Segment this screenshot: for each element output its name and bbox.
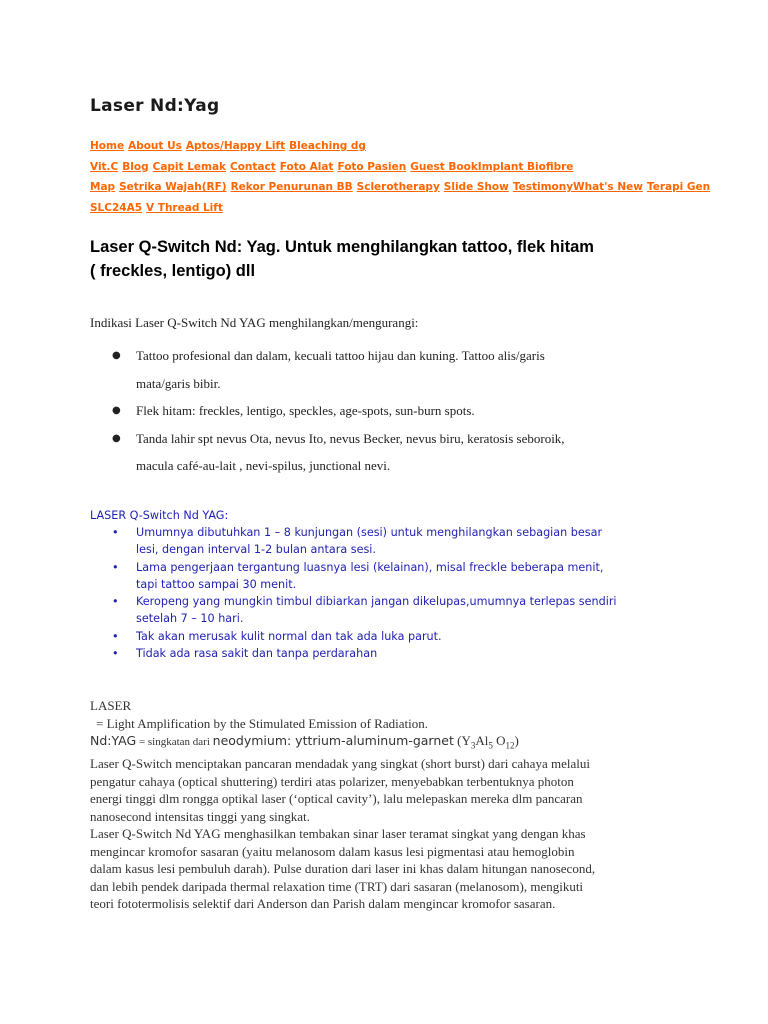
- ndyag-mid: = singkatan dari: [136, 736, 213, 748]
- page-title: Laser Nd:Yag: [90, 96, 220, 116]
- list-item-text: Keropeng yang mungkin timbul dibiarkan jangan dikelupas,umumnya terlepas sendiri: [136, 595, 617, 608]
- indikasi-list: [110, 342, 650, 480]
- headline-line: ( freckles, lentigo) dll: [90, 262, 256, 280]
- bullet-icon: ●: [112, 350, 121, 361]
- bullet-icon: •: [112, 560, 119, 574]
- indikasi-intro: Indikasi Laser Q-Switch Nd YAG menghilangkan/mengurangi:: [90, 315, 419, 330]
- nav-link-guest-book-implant-biofibre[interactable]: Guest BookImplant Biofibre: [410, 160, 574, 173]
- ndyag-line: [90, 732, 670, 755]
- list-item: [90, 524, 690, 558]
- list-item: [90, 628, 690, 645]
- list-item-text: Tanda lahir spt nevus Ota, nevus Ito, nevus Becker, nevus biru, keratosis seboroik,: [136, 430, 565, 446]
- ndyag-formula: ($Y_3Al_5$ $O_{12}$): [457, 733, 519, 751]
- list-item-text: Tak akan merusak kulit normal dan tak ada luka parut.: [136, 629, 442, 643]
- list-item: [90, 645, 690, 662]
- paragraph-line: dan lebih pendek daripada thermal relaxation time (TRT) dari sasaran (melanosom), mengikuti: [90, 878, 584, 894]
- paragraph-line: mengincar kromofor sasaran (yaitu melanosom dalam kasus lesi pigmentasi atau hemoglobin: [90, 843, 575, 859]
- nav-link-v-thread-lift[interactable]: V Thread Lift: [146, 201, 223, 214]
- navigation-links: [90, 140, 711, 222]
- list-item-text: Tidak ada rasa sakit dan tanpa perdarahan: [136, 647, 378, 660]
- laser-qswitch-section: [90, 508, 690, 663]
- nav-line: [90, 140, 690, 161]
- laser-list: [90, 524, 690, 662]
- nav-line: [90, 202, 690, 223]
- nav-link-about-us[interactable]: About Us: [128, 140, 182, 152]
- nav-link-testimony-whats-new[interactable]: TestimonyWhat's New: [512, 181, 643, 193]
- paragraph-line: pengatur cahaya (optical shuttering) terdiri atas polarizer, menyebabkan terbentuknya photon: [90, 773, 574, 789]
- laser-definition: [90, 697, 670, 913]
- nav-link-capit-lemak[interactable]: Capit Lemak: [152, 160, 227, 173]
- nav-link-terapi-gen[interactable]: Terapi Gen: [646, 181, 711, 193]
- bullet-icon: •: [112, 629, 119, 643]
- nav-link-foto-alat[interactable]: Foto Alat: [279, 160, 334, 173]
- list-item-text: tapi tattoo sampai 30 menit.: [136, 577, 297, 591]
- nav-link-bleaching-dg[interactable]: Bleaching dg: [289, 140, 366, 152]
- nav-line: [90, 161, 690, 182]
- nav-link-sclerotherapy[interactable]: Sclerotherapy: [356, 181, 440, 193]
- list-item-text: mata/garis bibir.: [136, 375, 221, 391]
- list-item: [90, 559, 690, 593]
- nav-link-vit-c[interactable]: Vit.C: [90, 160, 119, 173]
- bullet-icon: ●: [112, 405, 121, 416]
- paragraph-qswitch: [90, 755, 670, 825]
- paragraph-line: nanosecond intensitas tinggi yang singkat.: [90, 808, 310, 824]
- paragraph-line: dalam kasus lesi pembuluh darah). Pulse duration dari laser ini khas dalam hitungan nanosecond,: [90, 861, 596, 877]
- nav-line: [90, 181, 711, 202]
- article-headline: [90, 235, 690, 283]
- nav-link-home[interactable]: Home: [90, 140, 125, 152]
- section-heading: LASER Q-Switch Nd YAG:: [90, 509, 229, 522]
- list-item-text: setelah 7 – 10 hari.: [136, 612, 244, 625]
- paragraph-ndyag: [90, 825, 670, 913]
- paragraph-line: Laser Q-Switch Nd YAG menghasilkan tembakan sinar laser teramat singkat yang dengan khas: [90, 826, 586, 842]
- nav-link-aptos-happy-lift[interactable]: Aptos/Happy Lift: [185, 140, 286, 152]
- list-item-text: lesi, dengan interval 1-2 bulan antara sesi.: [136, 543, 376, 556]
- nav-link-slc24a5[interactable]: SLC24A5: [90, 201, 143, 214]
- nav-link-rekor-penurunan-bb[interactable]: Rekor Penurunan BB: [230, 181, 353, 193]
- nav-link-contact[interactable]: Contact: [230, 160, 276, 173]
- headline-line: Laser Q-Switch Nd: Yag. Untuk menghilangkan tattoo, flek hitam: [90, 238, 594, 256]
- list-item-text: Flek hitam: freckles, lentigo, speckles, age-spots, sun-burn spots.: [136, 403, 475, 418]
- list-item: [90, 593, 690, 627]
- laser-expansion: = Light Amplification by the Stimulated Emission of Radiation.: [96, 715, 428, 731]
- list-item-text: macula café-au-lait , nevi-spilus, junctional nevi.: [136, 458, 391, 473]
- bullet-icon: •: [112, 526, 119, 539]
- bullet-icon: ●: [112, 432, 121, 444]
- list-item-text: Tattoo profesional dan dalam, kecuali tattoo hijau dan kuning. Tattoo alis/garis: [136, 348, 545, 363]
- list-item: [110, 342, 650, 397]
- bullet-icon: •: [112, 595, 119, 608]
- paragraph-line: energi tinggi dlm rongga optikal laser (‘optical cavity’), lalu melepaskan mereka dlm pancaran: [90, 791, 583, 807]
- list-item-text: Umumnya dibutuhkan 1 – 8 kunjungan (sesi) untuk menghilangkan sebagian besar: [136, 526, 603, 539]
- list-item-text: Lama pengerjaan tergantung luasnya lesi (kelainan), misal freckle beberapa menit,: [136, 560, 604, 574]
- ndyag-term: Nd:YAG: [90, 733, 137, 748]
- laser-word: LASER: [90, 698, 132, 713]
- nav-link-blog[interactable]: Blog: [122, 160, 149, 173]
- ndyag-full: neodymium: yttrium-aluminum-garnet: [212, 733, 454, 748]
- nav-link-setrika-wajah[interactable]: Setrika Wajah(RF): [119, 181, 227, 193]
- list-item: [110, 425, 650, 480]
- nav-link-slide-show[interactable]: Slide Show: [443, 181, 509, 193]
- bullet-icon: •: [112, 647, 119, 660]
- paragraph-line: Laser Q-Switch menciptakan pancaran mendadak yang singkat (short burst) dari cahaya melalui: [90, 756, 590, 772]
- list-item: [110, 397, 650, 425]
- paragraph-line: teori fototermolisis selektif dari Anderson dan Parish dalam mengincar kromofor sasaran.: [90, 896, 556, 912]
- nav-link-map[interactable]: Map: [90, 181, 116, 193]
- nav-link-foto-pasien[interactable]: Foto Pasien: [337, 160, 407, 173]
